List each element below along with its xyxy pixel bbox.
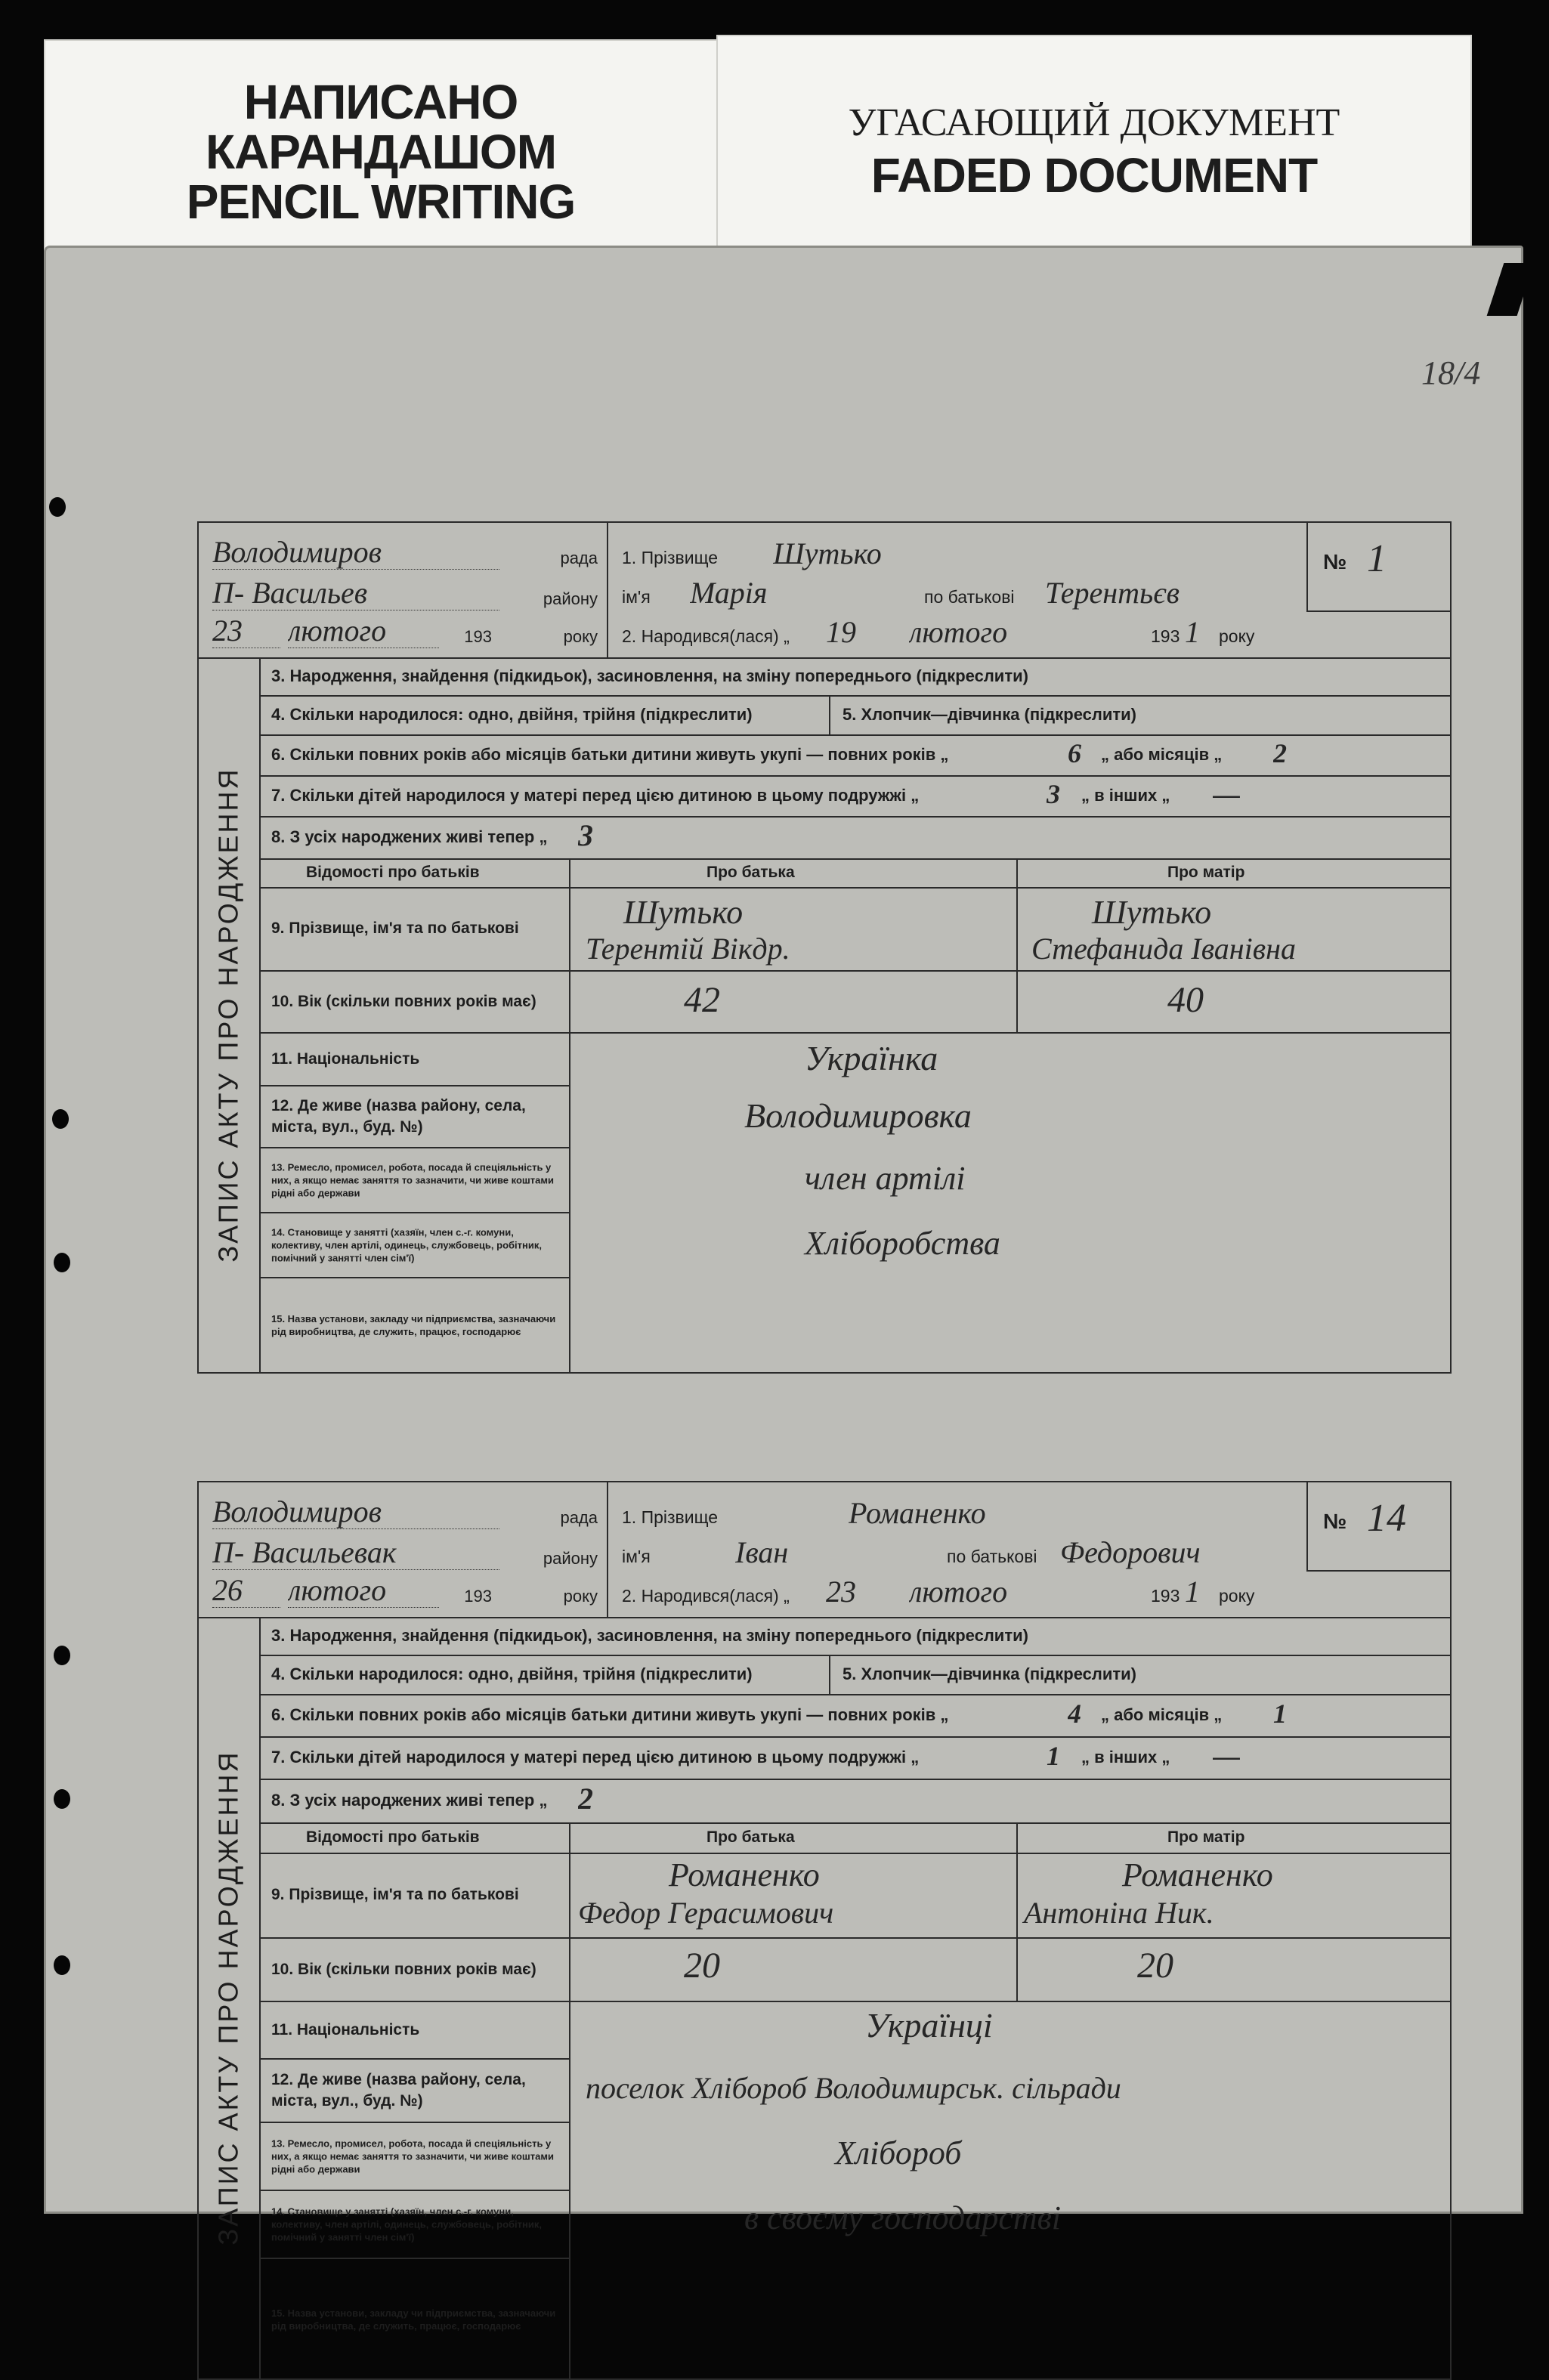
- born-roku: року: [1219, 1586, 1255, 1606]
- born-label: 2. Народився(лася) „: [622, 1586, 790, 1606]
- pencil-label-line-1: НАПИСАНО: [243, 75, 518, 129]
- record1-children-before: 3: [1047, 778, 1060, 809]
- side-title: [199, 657, 261, 1372]
- faded-label-line-2: FADED DOCUMENT: [870, 148, 1318, 202]
- born-year: 1: [1185, 615, 1200, 649]
- form-text-h-parents: Відомості про батьків: [306, 864, 480, 881]
- reg-roku: року: [563, 627, 598, 646]
- father-age: 42: [684, 980, 720, 1020]
- form-text-r4: 4. Скільки народилося: одно, двійня, трійня (підкреслити): [271, 705, 753, 724]
- mother-surname: Шутько: [1092, 894, 1212, 931]
- raion-value: П- Васильевак: [212, 1535, 499, 1570]
- surname-value: Романенко: [849, 1496, 986, 1530]
- binding-hole: [54, 1253, 70, 1272]
- form-text-r6b: „ або місяців „: [1101, 745, 1223, 764]
- row-14-label: [261, 1213, 570, 1278]
- faded-document-label: [716, 35, 1472, 261]
- form-line: [1016, 1853, 1018, 1939]
- form-line: [622, 1493, 1302, 1534]
- form-text-r5: 5. Хлопчик—дівчинка (підкреслити): [843, 705, 1137, 724]
- reg-day: 23: [212, 613, 280, 648]
- form-line: [622, 612, 1445, 653]
- residence: поселок Хлібороб Володимирськ. сільради: [586, 2071, 1121, 2105]
- born-day: 19: [826, 615, 856, 649]
- reg-roku: року: [563, 1587, 598, 1606]
- form-text-r6: 6. Скільки повних років або місяців батьки дитини живуть укупі — повних років „: [271, 745, 949, 764]
- form-text-r5: 5. Хлопчик—дівчинка (підкреслити): [843, 1664, 1137, 1683]
- form-line: [569, 1032, 1450, 1034]
- reg-month: лютого: [288, 613, 439, 648]
- row-6: [261, 734, 1450, 777]
- rada-label: рада: [560, 549, 598, 567]
- form-text-r15: 15. Назва установи, закладу чи підприємства, зазначаючи рід виробництва, де служить, працює, господарює: [271, 2307, 556, 2332]
- row-4-5: [261, 1655, 1450, 1695]
- reg-year-prefix: 193: [464, 627, 492, 646]
- row-13-label: [261, 1148, 570, 1213]
- form-text-r6: 6. Скільки повних років або місяців батьки дитини живуть укупі — повних років „: [271, 1705, 949, 1724]
- register-page: [44, 246, 1523, 2332]
- record-rows: [261, 1617, 1450, 2378]
- torn-corner: [1487, 263, 1535, 316]
- record1-other: —: [1213, 778, 1240, 809]
- form-text-side-title: ЗАПИС АКТУ ПРО НАРОДЖЕННЯ: [213, 1750, 244, 2246]
- born-label: 2. Народився(лася) „: [622, 626, 790, 646]
- mother-surname: Романенко: [1122, 1856, 1273, 1893]
- name-label: ім'я: [622, 1547, 651, 1566]
- birth-record-1: [197, 521, 1452, 1374]
- rada-value: Володимиров: [212, 534, 499, 570]
- pencil-label-line-2: КАРАНДАШОМ: [206, 125, 556, 179]
- patronymic-label: по батькові: [924, 587, 1015, 607]
- form-text-r3: 3. Народження, знайдення (підкидьок), засиновлення, на зміну попереднього (підкреслити): [271, 1626, 1028, 1645]
- form-text-r14: 14. Становище у занятті (хазяїн, член с.-г. комуни, колективу, член артілі, одинець, службовець, робітник, помічний у занятті член сім'ї): [271, 2205, 542, 2243]
- row-3: [261, 1617, 1450, 1656]
- row-10-label: [261, 1939, 570, 2002]
- record1-months: 2: [1273, 737, 1287, 768]
- form-text-r9: 9. Прізвище, ім'я та по батькові: [271, 920, 519, 937]
- row-6: [261, 1694, 1450, 1738]
- margin-note: 18/4: [1421, 354, 1481, 391]
- nationality: Українці: [865, 2006, 993, 2045]
- reg-month: лютого: [288, 1572, 439, 1608]
- surname-label: 1. Прізвище: [622, 1507, 719, 1527]
- row-15-label: [261, 1278, 570, 1372]
- record-number-box: [1306, 1482, 1450, 1572]
- form-line: [212, 1534, 598, 1575]
- form-text-r12: 12. Де живе (назва району, села, міста, вул., буд. №): [271, 2071, 526, 2110]
- form-line: [212, 612, 598, 653]
- father-name: Федор Герасимович: [578, 1896, 834, 1930]
- record2-years-together: 4: [1068, 1698, 1081, 1729]
- form-line: [1016, 972, 1018, 1034]
- row-10-label: [261, 972, 570, 1034]
- form-line: [622, 533, 1302, 574]
- reg-year-prefix: 193: [464, 1587, 492, 1606]
- form-text-r8: 8. З усіх народжених живі тепер „: [271, 1791, 548, 1810]
- row-7: [261, 775, 1450, 818]
- father-age: 20: [684, 1946, 720, 1986]
- mother-name: Антоніна Ник.: [1024, 1896, 1214, 1930]
- form-text-r14: 14. Становище у занятті (хазяїн, член с.-г. комуни, колективу, член артілі, одинець, службовець, робітник, помічний у занятті член сім'ї): [271, 1226, 542, 1264]
- patronymic-label: по батькові: [947, 1547, 1037, 1566]
- form-line: [212, 533, 598, 574]
- form-text-r13: 13. Ремесло, промисел, робота, посада й спеціяльність у них, а якщо немає заняття то зазначити, чи живе коштами рідні або держави: [271, 1161, 554, 1199]
- father-name: Терентій Вікдр.: [586, 932, 790, 966]
- form-text-h-father: Про батька: [706, 1828, 795, 1846]
- position: в своєму господарстві: [744, 2199, 1061, 2236]
- binding-hole: [54, 1789, 70, 1809]
- number-label: №: [1323, 1510, 1347, 1533]
- occupation: Хлібороб: [835, 2134, 962, 2171]
- record1-alive: 3: [578, 818, 593, 853]
- row-8: [261, 1779, 1450, 1824]
- record-header: [199, 523, 1450, 659]
- form-line: [829, 695, 830, 734]
- form-line: [212, 1572, 598, 1612]
- child-id-block: [607, 523, 1309, 657]
- row-12-label: [261, 2060, 570, 2123]
- name-value: Марія: [690, 576, 768, 610]
- raion-label: району: [543, 1549, 598, 1568]
- form-line: [1016, 887, 1018, 972]
- form-text-h-father: Про батька: [706, 864, 795, 881]
- row-4-5: [261, 695, 1450, 736]
- form-text-side-title: ЗАПИС АКТУ ПРО НАРОДЖЕННЯ: [213, 767, 244, 1263]
- born-roku: року: [1219, 626, 1255, 646]
- form-line: [622, 573, 1302, 614]
- reg-day: 26: [212, 1572, 280, 1608]
- form-text-r7: 7. Скільки дітей народилося у матері перед цією дитиною в цьому подружжі „: [271, 1748, 920, 1766]
- form-line: [1016, 1939, 1018, 2002]
- birth-record-2: [197, 1481, 1452, 2380]
- form-text-r9: 9. Прізвище, ім'я та по батькові: [271, 1886, 519, 1903]
- form-text-r8: 8. З усіх народжених живі тепер „: [271, 827, 548, 846]
- name-label: ім'я: [622, 587, 651, 607]
- mother-name: Стефанида Іванівна: [1031, 932, 1296, 966]
- nationality: Українка: [805, 1039, 938, 1077]
- form-line: [212, 574, 598, 615]
- row-3: [261, 657, 1450, 697]
- patronymic-value: Федорович: [1060, 1535, 1201, 1569]
- born-day: 23: [826, 1575, 856, 1609]
- rada-label: рада: [560, 1508, 598, 1527]
- form-text-r12: 12. Де живе (назва району, села, міста, вул., буд. №): [271, 1097, 526, 1136]
- record2-alive: 2: [578, 1782, 593, 1816]
- registry-block: [199, 1482, 608, 1617]
- raion-label: району: [543, 589, 598, 608]
- name-value: Іван: [735, 1535, 789, 1569]
- record-number-box: [1306, 523, 1450, 612]
- record2-months: 1: [1273, 1698, 1287, 1729]
- patronymic-value: Терентьєв: [1045, 576, 1180, 610]
- parents-header: [261, 858, 1450, 889]
- form-text-r3: 3. Народження, знайдення (підкидьок), засиновлення, на зміну попереднього (підкреслити): [271, 666, 1028, 685]
- form-text-r4: 4. Скільки народилося: одно, двійня, трійня (підкреслити): [271, 1664, 753, 1683]
- form-line: [569, 970, 1450, 972]
- form-line: [622, 1572, 1445, 1612]
- pencil-label-line-3: PENCIL WRITING: [186, 175, 576, 229]
- surname-value: Шутько: [773, 536, 882, 570]
- form-text-r13: 13. Ремесло, промисел, робота, посада й спеціяльність у них, а якщо немає заняття то зазначити, чи живе коштами рідні або держави: [271, 2137, 554, 2175]
- born-year-prefix: 193: [1151, 626, 1180, 646]
- record-rows: [261, 657, 1450, 1372]
- raion-value: П- Васильев: [212, 575, 499, 610]
- row-11-label: [261, 2002, 570, 2060]
- form-line: [569, 1937, 1450, 1939]
- binding-hole: [54, 1955, 70, 1975]
- form-text-r15: 15. Назва установи, закладу чи підприємства, зазначаючи рід виробництва, де служить, працює, господарює: [271, 1313, 556, 1337]
- mother-age: 40: [1167, 980, 1204, 1020]
- form-text-r7b: „ в інших „: [1081, 786, 1170, 805]
- side-title: [199, 1617, 261, 2378]
- form-text-r10: 10. Вік (скільки повних років має): [271, 993, 536, 1010]
- father-surname: Шутько: [623, 894, 744, 931]
- form-text-r7: 7. Скільки дітей народилося у матері перед цією дитиною в цьому подружжі „: [271, 786, 920, 805]
- row-13-label: [261, 2123, 570, 2191]
- row-9-label: [261, 1853, 570, 1939]
- registry-block: [199, 523, 608, 657]
- residence: Володимировка: [744, 1096, 972, 1135]
- father-surname: Романенко: [669, 1856, 820, 1893]
- form-text-h-mother: Про матір: [1167, 864, 1245, 881]
- record-number: 1: [1367, 537, 1387, 580]
- form-text-r7b: „ в інших „: [1081, 1748, 1170, 1766]
- mother-age: 20: [1137, 1946, 1173, 1986]
- row-9-label: [261, 887, 570, 972]
- parents-header: [261, 1822, 1450, 1854]
- record-header: [199, 1482, 1450, 1618]
- form-line: [569, 858, 570, 887]
- form-text-h-parents: Відомості про батьків: [306, 1828, 480, 1846]
- born-month: лютого: [909, 615, 1008, 649]
- form-line: [622, 1532, 1302, 1573]
- form-text-r6b: „ або місяців „: [1101, 1705, 1223, 1724]
- born-year: 1: [1185, 1575, 1200, 1609]
- surname-label: 1. Прізвище: [622, 548, 719, 567]
- record2-other: —: [1213, 1740, 1240, 1771]
- binding-hole: [49, 497, 66, 517]
- form-text-h-mother: Про матір: [1167, 1828, 1245, 1846]
- record2-children-before: 1: [1047, 1740, 1060, 1771]
- row-7: [261, 1736, 1450, 1780]
- row-15-label: [261, 2259, 570, 2380]
- position: Хліборобства: [805, 1225, 1000, 1262]
- row-12-label: [261, 1086, 570, 1148]
- row-8: [261, 816, 1450, 860]
- row-11-label: [261, 1034, 570, 1086]
- record1-years-together: 6: [1068, 737, 1081, 768]
- form-text-r10: 10. Вік (скільки повних років має): [271, 1961, 536, 1978]
- binding-hole: [54, 1646, 70, 1665]
- born-year-prefix: 193: [1151, 1586, 1180, 1606]
- form-text-r11: 11. Національність: [271, 2021, 420, 2038]
- form-line: [569, 2001, 1450, 2002]
- number-label: №: [1323, 550, 1347, 573]
- pencil-writing-label: [44, 39, 718, 264]
- faded-label-line-1: УГАСАЮЩИЙ ДОКУМЕНТ: [848, 101, 1340, 144]
- record-number: 14: [1367, 1497, 1406, 1540]
- child-id-block: [607, 1482, 1309, 1617]
- binding-hole: [52, 1109, 69, 1129]
- row-14-label: [261, 2191, 570, 2259]
- form-line: [829, 1655, 830, 1694]
- form-text-r11: 11. Національність: [271, 1050, 420, 1068]
- occupation: член артілі: [805, 1160, 966, 1197]
- form-line: [569, 1822, 570, 1853]
- rada-value: Володимиров: [212, 1494, 499, 1529]
- born-month: лютого: [909, 1575, 1008, 1609]
- form-line: [1016, 1822, 1018, 1853]
- form-line: [1016, 858, 1018, 887]
- form-line: [212, 1493, 598, 1534]
